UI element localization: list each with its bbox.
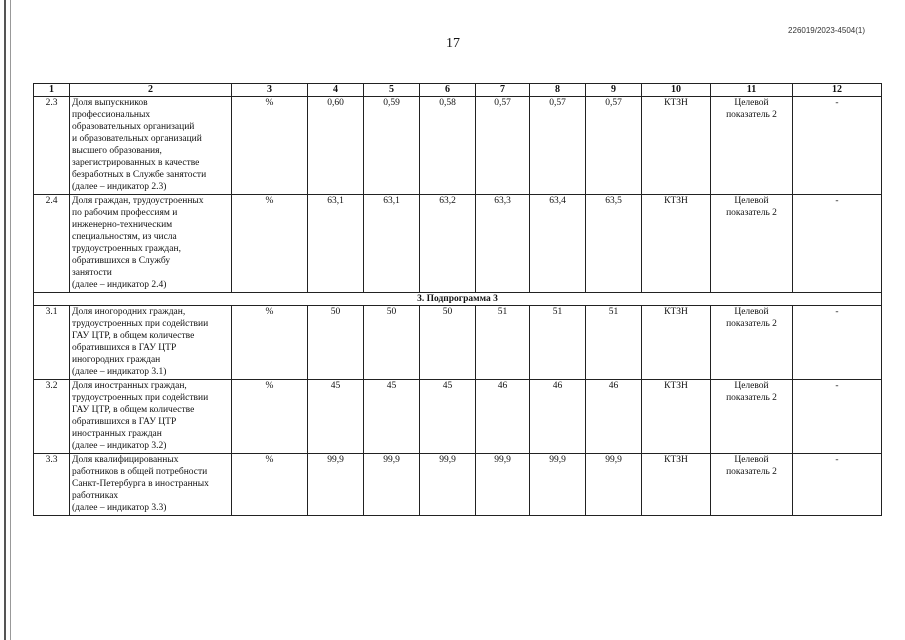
indicator-type-line: показатель 2 (726, 393, 777, 403)
column-header: 5 (364, 84, 420, 97)
value-cell: 0,57 (476, 97, 530, 195)
value-cell: 46 (530, 380, 586, 454)
indicator-name-line: трудоустроенных при содействии (72, 319, 209, 329)
indicator-type-line: показатель 2 (726, 208, 777, 218)
indicator-name-line: (далее – индикатор 2.4) (72, 280, 167, 290)
value-cell: 99,9 (476, 454, 530, 516)
indicator-name (70, 195, 232, 293)
indicator-name-line: обратившихся в ГАУ ЦТР (72, 417, 177, 427)
document-reference: 226019/2023-4504(1) (788, 26, 865, 35)
value-cell: 63,5 (586, 195, 642, 293)
column-header: 12 (793, 84, 882, 97)
column-header: 1 (34, 84, 70, 97)
value-cell: 50 (364, 306, 420, 380)
row-number: 3.3 (34, 454, 70, 516)
value-cell: 0,57 (530, 97, 586, 195)
value-cell: 46 (586, 380, 642, 454)
value-cell: 0,58 (420, 97, 476, 195)
value-cell: 0,59 (364, 97, 420, 195)
table-row (34, 97, 882, 195)
unit-cell: % (232, 306, 308, 380)
responsible-org: КТЗН (642, 306, 711, 380)
responsible-org: КТЗН (642, 380, 711, 454)
value-cell: 63,1 (308, 195, 364, 293)
indicator-type-line: Целевой (734, 307, 769, 317)
indicator-name-line: профессиональных (72, 110, 151, 120)
indicator-type-line: Целевой (734, 196, 769, 206)
column-header: 9 (586, 84, 642, 97)
value-cell: 46 (476, 380, 530, 454)
section-title: 3. Подпрограмма 3 (34, 293, 882, 306)
indicator-name-line: ГАУ ЦТР, в общем количестве (72, 331, 195, 341)
indicator-name-line: занятости (72, 268, 112, 278)
section-row (34, 293, 882, 306)
indicator-type-line: Целевой (734, 98, 769, 108)
scan-edge-line (4, 0, 6, 640)
indicator-type-line: показатель 2 (726, 110, 777, 120)
indicator-type (711, 97, 793, 195)
unit-cell: % (232, 97, 308, 195)
indicator-name (70, 306, 232, 380)
column-header: 4 (308, 84, 364, 97)
page-number: 17 (446, 36, 460, 51)
indicator-name-line: (далее – индикатор 3.1) (72, 367, 167, 377)
indicator-type-line: Целевой (734, 455, 769, 465)
column-header: 7 (476, 84, 530, 97)
indicator-name-line: Санкт-Петербурга в иностранных (72, 479, 209, 489)
row-number: 2.3 (34, 97, 70, 195)
note-cell: - (793, 380, 882, 454)
column-header: 10 (642, 84, 711, 97)
indicator-type-line: показатель 2 (726, 319, 777, 329)
value-cell: 45 (420, 380, 476, 454)
unit-cell: % (232, 380, 308, 454)
indicator-name-line: обратившихся в ГАУ ЦТР (72, 343, 177, 353)
indicator-name-line: Доля выпускников (72, 98, 148, 108)
indicator-type (711, 306, 793, 380)
indicator-type (711, 195, 793, 293)
indicator-table (33, 83, 882, 516)
value-cell: 50 (420, 306, 476, 380)
indicator-name-line: специальностям, из числа (72, 232, 177, 242)
column-header: 6 (420, 84, 476, 97)
indicator-name-line: Доля иностранных граждан, (72, 381, 187, 391)
row-number: 3.1 (34, 306, 70, 380)
value-cell: 99,9 (586, 454, 642, 516)
note-cell: - (793, 195, 882, 293)
value-cell: 45 (364, 380, 420, 454)
value-cell: 99,9 (308, 454, 364, 516)
column-header: 11 (711, 84, 793, 97)
table-row (34, 454, 882, 516)
indicator-name-line: по рабочим профессиям и (72, 208, 178, 218)
indicator-name-line: инженерно-техническим (72, 220, 173, 230)
indicator-name-line: зарегистрированных в качестве (72, 158, 200, 168)
row-number: 2.4 (34, 195, 70, 293)
note-cell: - (793, 454, 882, 516)
value-cell: 50 (308, 306, 364, 380)
value-cell: 0,57 (586, 97, 642, 195)
indicator-name-line: высшего образования, (72, 146, 162, 156)
table-row (34, 306, 882, 380)
indicator-type-line: показатель 2 (726, 467, 777, 477)
indicator-name-line: иностранных граждан (72, 429, 162, 439)
indicator-type-line: Целевой (734, 381, 769, 391)
value-cell: 63,2 (420, 195, 476, 293)
value-cell: 51 (530, 306, 586, 380)
indicator-name-line: (далее – индикатор 2.3) (72, 182, 167, 192)
responsible-org: КТЗН (642, 195, 711, 293)
value-cell: 51 (476, 306, 530, 380)
unit-cell: % (232, 454, 308, 516)
indicator-name-line: работниках (72, 491, 119, 501)
table-header-row (34, 84, 882, 97)
value-cell: 45 (308, 380, 364, 454)
value-cell: 51 (586, 306, 642, 380)
value-cell: 63,1 (364, 195, 420, 293)
indicator-name-line: образовательных организаций (72, 122, 195, 132)
indicator-name-line: (далее – индикатор 3.2) (72, 441, 167, 451)
indicator-name (70, 380, 232, 454)
note-cell: - (793, 97, 882, 195)
unit-cell: % (232, 195, 308, 293)
value-cell: 63,4 (530, 195, 586, 293)
indicator-name-line: и образовательных организаций (72, 134, 202, 144)
indicator-name-line: трудоустроенных при содействии (72, 393, 209, 403)
indicator-type (711, 380, 793, 454)
responsible-org: КТЗН (642, 97, 711, 195)
indicator-type (711, 454, 793, 516)
indicator-name-line: трудоустроенных граждан, (72, 244, 181, 254)
indicator-name-line: обратившихся в Службу (72, 256, 171, 266)
value-cell: 99,9 (530, 454, 586, 516)
note-cell: - (793, 306, 882, 380)
scan-edge-line-secondary (10, 0, 11, 640)
table-row (34, 380, 882, 454)
indicator-name-line: Доля квалифицированных (72, 455, 179, 465)
value-cell: 63,3 (476, 195, 530, 293)
indicator-name-line: иногородних граждан (72, 355, 161, 365)
column-header: 3 (232, 84, 308, 97)
indicator-name-line: ГАУ ЦТР, в общем количестве (72, 405, 195, 415)
column-header: 2 (70, 84, 232, 97)
indicator-name-line: безработных в Службе занятости (72, 170, 207, 180)
indicator-name (70, 97, 232, 195)
column-header: 8 (530, 84, 586, 97)
indicator-name-line: (далее – индикатор 3.3) (72, 503, 167, 513)
row-number: 3.2 (34, 380, 70, 454)
table-row (34, 195, 882, 293)
indicator-name (70, 454, 232, 516)
responsible-org: КТЗН (642, 454, 711, 516)
indicator-name-line: Доля граждан, трудоустроенных (72, 196, 204, 206)
value-cell: 0,60 (308, 97, 364, 195)
indicator-name-line: Доля иногородних граждан, (72, 307, 186, 317)
value-cell: 99,9 (364, 454, 420, 516)
value-cell: 99,9 (420, 454, 476, 516)
indicator-name-line: работников в общей потребности (72, 467, 208, 477)
